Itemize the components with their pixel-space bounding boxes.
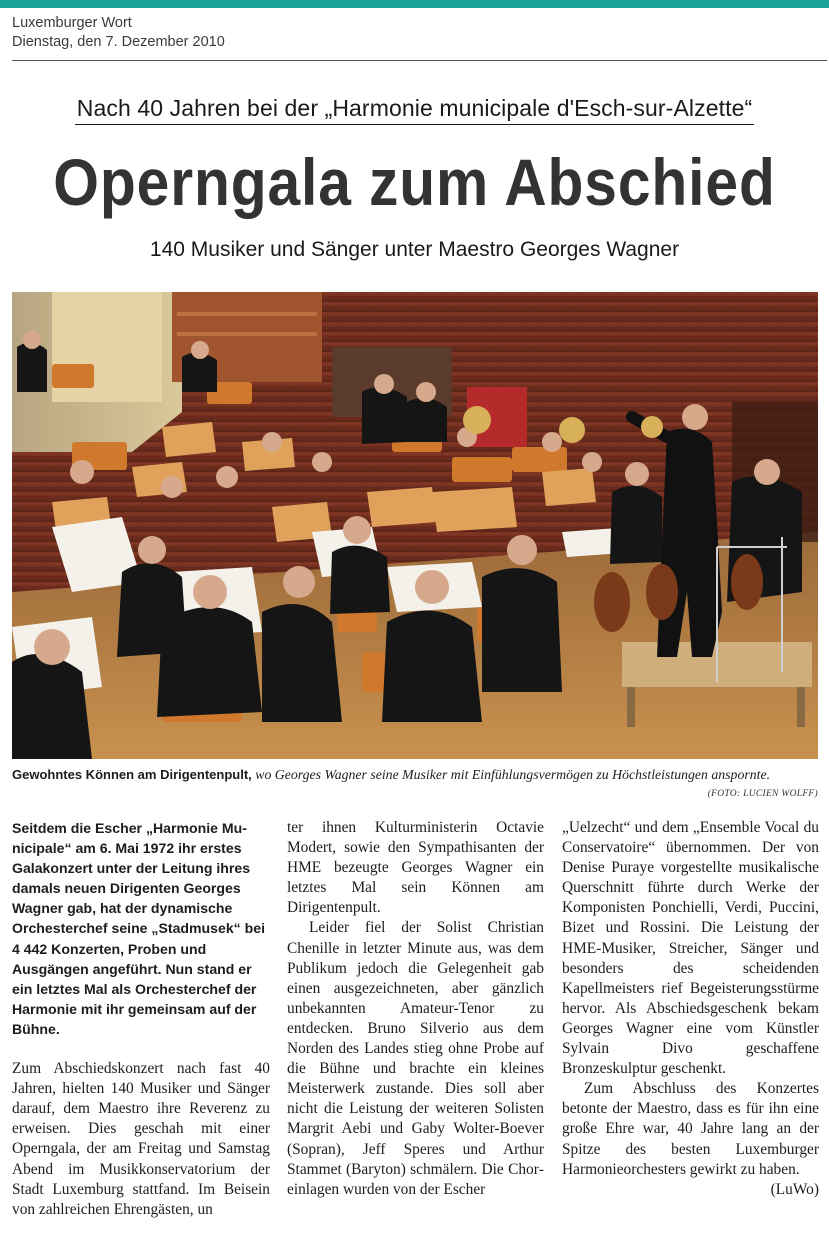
header-rule	[12, 60, 827, 61]
article-kicker: Nach 40 Jahren bei der „Harmonie municipale d'Esch-sur-Alzette“	[75, 95, 754, 125]
accent-bar	[0, 0, 829, 8]
article-headline: Operngala zum Abschied	[53, 145, 776, 219]
paragraph-2-part-2: „Uelzecht“ und dem „Ensemble Vocal du Conservatoire“ übernommen. Der von Denise Puraye vorgestellte musikalische Querschnitt führte durch Werke der Komponisten Ponchielli, Verdi, Puccini, Bizet und Rossini. Die Leistung der HME-Musiker, Streicher, Sänger und besonders des scheidenden Kapellmeisters rief Begeisterungsstürme hervor. Als Abschiedsgeschenk bekam Georges Wagner eine vom Künstler Sylvain Divo geschaffene Bronzeskulptur geschenkt.	[562, 819, 819, 1078]
author-signature: (LuWo)	[770, 1180, 819, 1198]
photo-credit: (FOTO: LUCIEN WOLFF)	[707, 789, 818, 799]
paragraph-1-part-1: Zum Abschiedskonzert nach fast 40 Jahren, hielten 140 Musiker und Sänger darauf, dem Maestro ihre Reverenz zu erweisen. Dies geschah mit einer Operngala, der am Freitag und Samstag Abend im Musikkonservatorium der Stadt Luxemburg stattfand. Im Beisein von zahlreichen Ehrengästen, un	[12, 1060, 270, 1218]
orchestra-photo	[12, 292, 818, 759]
paragraph-2-part-1: Leider fiel der Solist Christian Chenille in letzter Minute aus, was dem Publikum jedoch die Gelegenheit gab einen ausgezeichneten, aber gänzlich unbekannten Amateur-Tenor zu entdecken. Bruno Silverio aus dem Norden des Landes stieg ohne Probe auf die Bühne und brachte ein kleines Meisterwerk zustande. Dies soll aber nicht die Leistung der weiteren Solisten Margrit Aebi und Gaby Wolter-Boever (Sopran), Jeff Speres und Arthur Stammet (Baryton) schmälern. Die Choreinlagen wurden von der Escher	[287, 919, 544, 1198]
column-2	[287, 818, 544, 1200]
article-lead: Seitdem die Escher „Harmonie Municipale“ am 6. Mai 1972 ihr erstes Galakonzert unter der Leitung ihres damals neuen Dirigenten Georges Wagner gab, hat der dynamische Orchesterchef seine „Stadmusek“ bei 4 442 Konzerten, Proben und Ausgängen angeführt. Nun stand er ein letztes Mal als Orchesterchef der Harmonie mit ihr gemeinsam auf der Bühne.	[12, 820, 266, 1037]
kicker-wrap	[0, 95, 829, 125]
paragraph-3	[562, 1079, 819, 1198]
masthead	[12, 14, 225, 52]
paragraph-1-part-2: ter ihnen Kulturministerin Octavie Modert, sowie den Sympathisanten der HME bezeugte Georges Wagner ein letztes Mal sein Können am Dirigentenpult.	[287, 819, 544, 917]
publication-date: Dienstag, den 7. Dezember 2010	[12, 34, 225, 50]
caption-lead: Gewohntes Können am Dirigentenpult,	[12, 767, 252, 782]
article-subheadline: 140 Musiker und Sänger unter Maestro Georges Wagner	[149, 238, 680, 261]
caption-text: wo Georges Wagner seine Musiker mit Einfühlungsvermögen zu Höchstleistungen anspornte.	[251, 767, 771, 782]
column-1	[12, 818, 270, 1220]
newspaper-name: Luxemburger Wort	[12, 15, 132, 31]
photo-caption	[12, 765, 818, 784]
column-3	[562, 818, 819, 1200]
paragraph-3-text: Zum Abschluss des Konzertes betonte der Maestro, dass es für ihn eine große Ehre war, 40 Jahre lang an der Spitze des besten Luxemburger Harmonieorchesters gewirkt zu haben.	[562, 1080, 819, 1178]
